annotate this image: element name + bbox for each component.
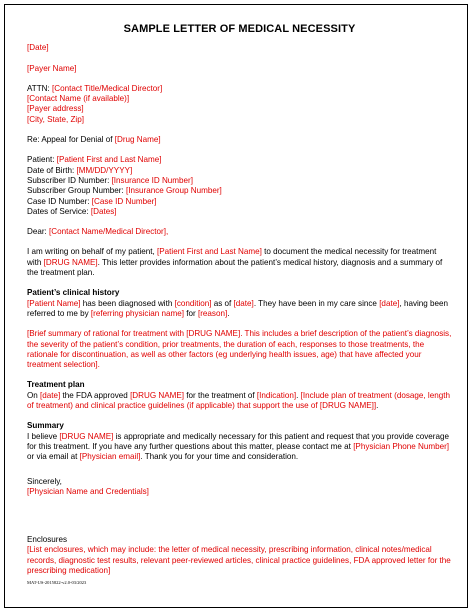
- placeholder: [Physician email]: [79, 452, 141, 462]
- signature-placeholder: [Physician Name and Credentials]: [27, 486, 149, 496]
- field-group-number: [27, 186, 452, 196]
- field-label: Subscriber ID Number:: [27, 175, 112, 185]
- enclosures-list: [List enclosures, which may include: the letter of medical necessity, prescribing information, clinical notes/medical records, diagnostic test results, relevant peer-reviewed articles, clinical practice guidelines, FDA approved letter for the prescribing medication]: [27, 545, 451, 575]
- text: for: [184, 308, 198, 318]
- field-patient: [27, 155, 452, 165]
- re-line: [27, 135, 452, 145]
- intro-paragraph: [27, 247, 452, 278]
- field-label: Case ID Number:: [27, 196, 92, 206]
- letter-page: [4, 4, 468, 608]
- placeholder: [referring physician name]: [90, 308, 185, 318]
- city-state-zip-field: [City, State, Zip]: [27, 114, 84, 124]
- page-title: SAMPLE LETTER OF MEDICAL NECESSITY: [123, 23, 356, 35]
- placeholder: [DRUG NAME]: [59, 431, 114, 441]
- summary-heading: Summary: [27, 421, 64, 431]
- text: , having been referred to me by: [27, 298, 449, 318]
- field-value: [Patient First and Last Name]: [56, 155, 162, 165]
- field-value: [Case ID Number]: [91, 196, 157, 206]
- enclosures-label: Enclosures: [27, 535, 68, 545]
- placeholder: [Patient First and Last Name]: [157, 247, 262, 257]
- placeholder: [DRUG NAME]: [43, 257, 98, 267]
- text: to document the medical necessity for treatment with: [27, 247, 437, 267]
- text: or via email at: [27, 452, 80, 462]
- field-dates-of-service: [27, 207, 452, 217]
- field-value: [Insurance Group Number]: [125, 186, 222, 196]
- text: has been diagnosed with: [80, 298, 175, 308]
- salutation-label: Dear:: [27, 227, 50, 237]
- attn-line: [27, 84, 452, 94]
- history-paragraph: [27, 299, 452, 320]
- salutation: [27, 227, 452, 237]
- text: . They have been in my care since: [253, 298, 380, 308]
- field-dob: [27, 166, 452, 176]
- plan-heading: Treatment plan: [27, 380, 85, 390]
- placeholder: [Indication]: [256, 390, 297, 400]
- field-subscriber-id: [27, 176, 452, 186]
- placeholder: [Physician Phone Number]: [353, 441, 450, 451]
- text: the FDA approved: [60, 390, 131, 400]
- text: .: [296, 390, 301, 400]
- field-value: [Insurance ID Number]: [111, 175, 193, 185]
- history-heading: Patient’s clinical history: [27, 288, 120, 298]
- summary-paragraph: [27, 432, 452, 463]
- field-label: Dates of Service:: [27, 206, 91, 216]
- text: for the treatment of: [184, 390, 257, 400]
- text: On: [27, 390, 41, 400]
- placeholder: [Patient Name]: [27, 298, 81, 308]
- re-label: Re: Appeal for Denial of: [27, 135, 115, 145]
- field-label: Date of Birth:: [27, 165, 77, 175]
- text: as of: [211, 298, 234, 308]
- text: I am writing on behalf of my patient,: [27, 247, 158, 257]
- text: . Thank you for your time and consideration.: [140, 452, 299, 462]
- footer-code: MAT-US-2015822-v2.0-03/2023: [27, 580, 87, 585]
- field-label: Patient:: [27, 155, 57, 165]
- history-summary: [Brief summary of rational for treatment with [DRUG NAME]. This includes a brief description of the patient’s diagnosis, the severity of the patient’s condition, prior treatments, the duration of each, responses to those treatments, the rationale for discontinuation, as well as other factors (eg underlying health issues, age) that have affected your treatment selection].: [27, 329, 452, 370]
- placeholder: [date]: [40, 390, 61, 400]
- contact-name-field: [Contact Name (if available)]: [27, 94, 130, 104]
- attn-label: ATTN:: [27, 83, 53, 93]
- payer-name-field: [Payer Name]: [27, 63, 77, 73]
- field-value: [Dates]: [90, 206, 117, 216]
- placeholder: [date]: [233, 298, 254, 308]
- placeholder: [condition]: [174, 298, 212, 308]
- field-label: Subscriber Group Number:: [27, 186, 126, 196]
- text: .: [227, 308, 230, 318]
- salutation-value: [Contact Name/Medical Director],: [49, 227, 169, 237]
- placeholder: [reason]: [197, 308, 228, 318]
- date-field: [Date]: [27, 43, 49, 53]
- placeholder: [Include plan of treatment (dosage, length of treatment) and clinical practice guidelines (if applicable) that support the use of [DRUG NAME]]: [27, 390, 450, 411]
- letter-body: [27, 24, 452, 576]
- text: .: [376, 401, 379, 411]
- text: is appropriate and medically necessary for this patient and request that you provide coverage for this treatment. If you have any further questions about this matter, please contact me at: [27, 431, 450, 451]
- text: I believe: [27, 431, 60, 441]
- placeholder: [date]: [379, 298, 400, 308]
- attn-contact-title: [Contact Title/Medical Director]: [52, 83, 163, 93]
- payer-address-field: [Payer address]: [27, 104, 84, 114]
- closing: Sincerely,: [27, 476, 62, 486]
- field-case-id: [27, 197, 452, 207]
- placeholder: [DRUG NAME]: [130, 390, 185, 400]
- text: . This letter provides information about the patient’s medical history, diagnosis and a summary of the treatment plan.: [27, 257, 443, 278]
- plan-paragraph: [27, 391, 452, 412]
- re-drug-name: [Drug Name]: [114, 135, 161, 145]
- field-value: [MM/DD/YYYY]: [76, 165, 133, 175]
